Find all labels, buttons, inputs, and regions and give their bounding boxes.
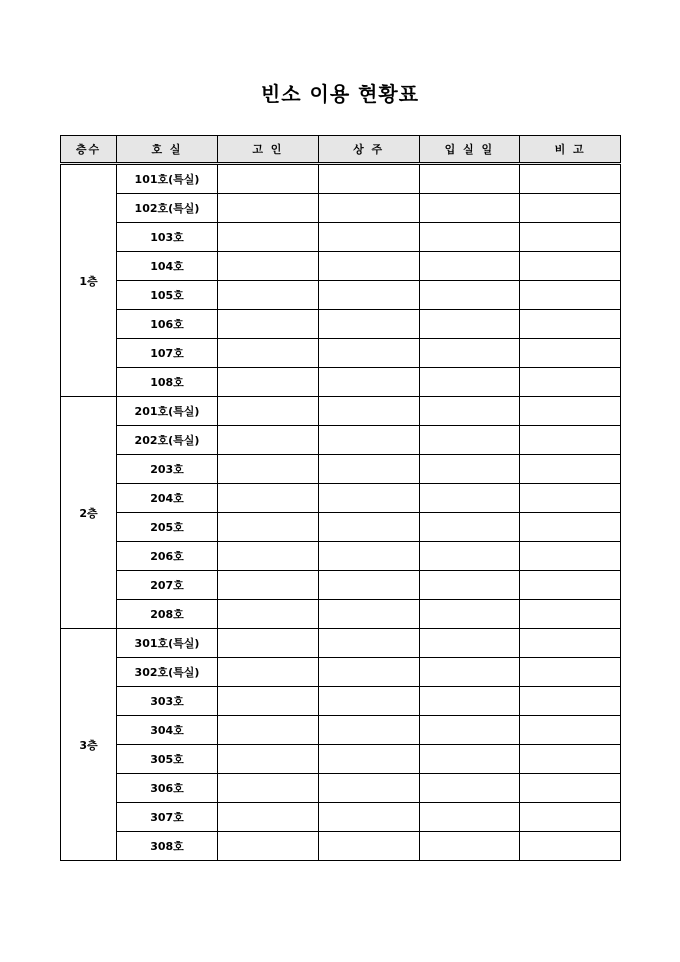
check-in-date-cell[interactable]: [419, 310, 520, 339]
check-in-date-cell[interactable]: [419, 629, 520, 658]
deceased-cell[interactable]: [218, 281, 319, 310]
floor-label: 1층: [61, 164, 117, 397]
room-cell: 204호: [117, 484, 218, 513]
chief-mourner-cell[interactable]: [318, 339, 419, 368]
check-in-date-cell[interactable]: [419, 571, 520, 600]
table-row: [61, 832, 621, 861]
room-cell: 103호: [117, 223, 218, 252]
table-row: [61, 629, 621, 658]
table-row: [61, 164, 621, 194]
table-row: [61, 252, 621, 281]
deceased-cell[interactable]: [218, 513, 319, 542]
table-row: [61, 194, 621, 223]
check-in-date-cell[interactable]: [419, 368, 520, 397]
remarks-cell[interactable]: [520, 368, 621, 397]
remarks-cell[interactable]: [520, 194, 621, 223]
chief-mourner-cell[interactable]: [318, 774, 419, 803]
room-cell: 304호: [117, 716, 218, 745]
remarks-cell[interactable]: [520, 832, 621, 861]
deceased-cell[interactable]: [218, 542, 319, 571]
header-chief-mourner: 상 주: [318, 136, 419, 164]
room-cell: 105호: [117, 281, 218, 310]
check-in-date-cell[interactable]: [419, 832, 520, 861]
remarks-cell[interactable]: [520, 745, 621, 774]
chief-mourner-cell[interactable]: [318, 542, 419, 571]
chief-mourner-cell[interactable]: [318, 571, 419, 600]
chief-mourner-cell[interactable]: [318, 455, 419, 484]
table-row: [61, 281, 621, 310]
deceased-cell[interactable]: [218, 745, 319, 774]
chief-mourner-cell[interactable]: [318, 426, 419, 455]
header-floor: 층수: [61, 136, 117, 164]
check-in-date-cell[interactable]: [419, 426, 520, 455]
table-body: [61, 164, 621, 861]
table-row: [61, 310, 621, 339]
check-in-date-cell[interactable]: [419, 164, 520, 194]
table-row: [61, 455, 621, 484]
table-row: [61, 774, 621, 803]
table-row: [61, 368, 621, 397]
remarks-cell[interactable]: [520, 426, 621, 455]
check-in-date-cell[interactable]: [419, 281, 520, 310]
deceased-cell[interactable]: [218, 716, 319, 745]
check-in-date-cell[interactable]: [419, 223, 520, 252]
chief-mourner-cell[interactable]: [318, 803, 419, 832]
remarks-cell[interactable]: [520, 281, 621, 310]
room-cell: 208호: [117, 600, 218, 629]
check-in-date-cell[interactable]: [419, 774, 520, 803]
header-room: 호 실: [117, 136, 218, 164]
deceased-cell[interactable]: [218, 687, 319, 716]
table-row: [61, 658, 621, 687]
room-cell: 306호: [117, 774, 218, 803]
deceased-cell[interactable]: [218, 339, 319, 368]
check-in-date-cell[interactable]: [419, 513, 520, 542]
table-row: [61, 397, 621, 426]
chief-mourner-cell[interactable]: [318, 164, 419, 194]
remarks-cell[interactable]: [520, 223, 621, 252]
header-row: [61, 136, 621, 164]
deceased-cell[interactable]: [218, 164, 319, 194]
check-in-date-cell[interactable]: [419, 803, 520, 832]
room-cell: 108호: [117, 368, 218, 397]
room-cell: 305호: [117, 745, 218, 774]
remarks-cell[interactable]: [520, 164, 621, 194]
remarks-cell[interactable]: [520, 629, 621, 658]
remarks-cell[interactable]: [520, 716, 621, 745]
chief-mourner-cell[interactable]: [318, 310, 419, 339]
check-in-date-cell[interactable]: [419, 455, 520, 484]
remarks-cell[interactable]: [520, 600, 621, 629]
table-row: [61, 542, 621, 571]
chief-mourner-cell[interactable]: [318, 716, 419, 745]
table-row: [61, 745, 621, 774]
chief-mourner-cell[interactable]: [318, 687, 419, 716]
deceased-cell[interactable]: [218, 426, 319, 455]
remarks-cell[interactable]: [520, 455, 621, 484]
chief-mourner-cell[interactable]: [318, 745, 419, 774]
remarks-cell[interactable]: [520, 571, 621, 600]
remarks-cell[interactable]: [520, 542, 621, 571]
room-cell: 206호: [117, 542, 218, 571]
table-row: [61, 600, 621, 629]
remarks-cell[interactable]: [520, 310, 621, 339]
deceased-cell[interactable]: [218, 832, 319, 861]
header-remarks: 비 고: [520, 136, 621, 164]
room-cell: 102호(특실): [117, 194, 218, 223]
floor-label: 2층: [61, 397, 117, 629]
remarks-cell[interactable]: [520, 397, 621, 426]
remarks-cell[interactable]: [520, 484, 621, 513]
table-row: [61, 223, 621, 252]
room-cell: 302호(특실): [117, 658, 218, 687]
room-cell: 203호: [117, 455, 218, 484]
header-deceased: 고 인: [218, 136, 319, 164]
remarks-cell[interactable]: [520, 252, 621, 281]
chief-mourner-cell[interactable]: [318, 600, 419, 629]
table-row: [61, 716, 621, 745]
deceased-cell[interactable]: [218, 223, 319, 252]
room-cell: 301호(특실): [117, 629, 218, 658]
room-cell: 307호: [117, 803, 218, 832]
check-in-date-cell[interactable]: [419, 745, 520, 774]
check-in-date-cell[interactable]: [419, 339, 520, 368]
remarks-cell[interactable]: [520, 513, 621, 542]
header-check-in-date: 입 실 일: [419, 136, 520, 164]
chief-mourner-cell[interactable]: [318, 281, 419, 310]
chief-mourner-cell[interactable]: [318, 832, 419, 861]
table-row: [61, 803, 621, 832]
chief-mourner-cell[interactable]: [318, 368, 419, 397]
room-cell: 101호(특실): [117, 164, 218, 194]
remarks-cell[interactable]: [520, 687, 621, 716]
table-row: [61, 426, 621, 455]
check-in-date-cell[interactable]: [419, 484, 520, 513]
deceased-cell[interactable]: [218, 571, 319, 600]
deceased-cell[interactable]: [218, 455, 319, 484]
check-in-date-cell[interactable]: [419, 658, 520, 687]
remarks-cell[interactable]: [520, 339, 621, 368]
table-row: [61, 513, 621, 542]
room-cell: 207호: [117, 571, 218, 600]
room-cell: 104호: [117, 252, 218, 281]
chief-mourner-cell[interactable]: [318, 629, 419, 658]
check-in-date-cell[interactable]: [419, 397, 520, 426]
floor-label: 3층: [61, 629, 117, 861]
funeral-room-status-table: [60, 135, 621, 861]
deceased-cell[interactable]: [218, 774, 319, 803]
deceased-cell[interactable]: [218, 194, 319, 223]
chief-mourner-cell[interactable]: [318, 484, 419, 513]
deceased-cell[interactable]: [218, 803, 319, 832]
deceased-cell[interactable]: [218, 310, 319, 339]
page-title: 빈소 이용 현황표: [260, 82, 420, 106]
check-in-date-cell[interactable]: [419, 252, 520, 281]
room-cell: 308호: [117, 832, 218, 861]
deceased-cell[interactable]: [218, 397, 319, 426]
chief-mourner-cell[interactable]: [318, 252, 419, 281]
deceased-cell[interactable]: [218, 368, 319, 397]
chief-mourner-cell[interactable]: [318, 658, 419, 687]
deceased-cell[interactable]: [218, 600, 319, 629]
chief-mourner-cell[interactable]: [318, 194, 419, 223]
table-row: [61, 339, 621, 368]
chief-mourner-cell[interactable]: [318, 513, 419, 542]
remarks-cell[interactable]: [520, 803, 621, 832]
room-cell: 202호(특실): [117, 426, 218, 455]
chief-mourner-cell[interactable]: [318, 397, 419, 426]
check-in-date-cell[interactable]: [419, 194, 520, 223]
room-cell: 107호: [117, 339, 218, 368]
room-cell: 106호: [117, 310, 218, 339]
chief-mourner-cell[interactable]: [318, 223, 419, 252]
room-cell: 201호(특실): [117, 397, 218, 426]
table-row: [61, 687, 621, 716]
check-in-date-cell[interactable]: [419, 687, 520, 716]
deceased-cell[interactable]: [218, 658, 319, 687]
deceased-cell[interactable]: [218, 484, 319, 513]
table-row: [61, 571, 621, 600]
room-cell: 205호: [117, 513, 218, 542]
check-in-date-cell[interactable]: [419, 600, 520, 629]
deceased-cell[interactable]: [218, 252, 319, 281]
table-row: [61, 484, 621, 513]
check-in-date-cell[interactable]: [419, 716, 520, 745]
remarks-cell[interactable]: [520, 774, 621, 803]
remarks-cell[interactable]: [520, 658, 621, 687]
room-cell: 303호: [117, 687, 218, 716]
deceased-cell[interactable]: [218, 629, 319, 658]
check-in-date-cell[interactable]: [419, 542, 520, 571]
